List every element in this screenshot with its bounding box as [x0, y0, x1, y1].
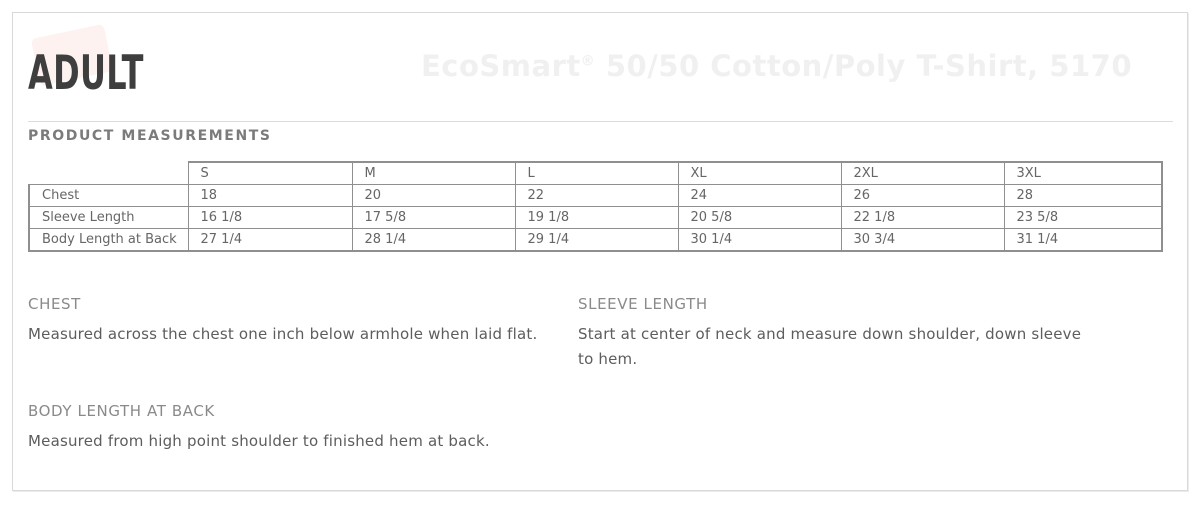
- size-column-header: S: [188, 162, 352, 185]
- size-header-row: [29, 162, 1162, 185]
- measurement-cell: 23 5/8: [1004, 207, 1162, 229]
- definition-term: BODY LENGTH AT BACK: [28, 402, 215, 420]
- definition-body-length-at-back: [28, 402, 588, 454]
- size-column-header: 3XL: [1004, 162, 1162, 185]
- measurement-cell: 30 3/4: [841, 229, 1004, 252]
- size-column-header: XL: [678, 162, 841, 185]
- measurement-cell: 19 1/8: [515, 207, 678, 229]
- measurement-cell: 28: [1004, 185, 1162, 207]
- definition-sleeve-length: [578, 295, 1093, 372]
- header-divider: [28, 121, 1173, 122]
- measurement-cell: 29 1/4: [515, 229, 678, 252]
- measurement-cell: 28 1/4: [352, 229, 515, 252]
- registered-trademark-mark: ®: [580, 53, 596, 70]
- product-name-watermark: [421, 49, 1132, 83]
- measurement-cell: 30 1/4: [678, 229, 841, 252]
- size-chart-panel: [12, 12, 1188, 491]
- table-corner-cell: [29, 162, 188, 185]
- measurement-cell: 24: [678, 185, 841, 207]
- definition-chest: [28, 295, 568, 347]
- definition-term: CHEST: [28, 295, 81, 313]
- measurement-cell: 22 1/8: [841, 207, 1004, 229]
- table-row-sleeve-length: [29, 207, 1162, 229]
- measurement-cell: 31 1/4: [1004, 229, 1162, 252]
- measurement-cell: 16 1/8: [188, 207, 352, 229]
- measurements-table: [28, 161, 1163, 252]
- measurement-cell: 20: [352, 185, 515, 207]
- row-label: Body Length at Back: [29, 229, 188, 252]
- measurement-cell: 22: [515, 185, 678, 207]
- row-label: Chest: [29, 185, 188, 207]
- size-column-header: M: [352, 162, 515, 185]
- table-row-chest: [29, 185, 1162, 207]
- table-row-body-length-at-back: [29, 229, 1162, 252]
- product-brand: EcoSmart: [421, 49, 581, 83]
- size-column-header: L: [515, 162, 678, 185]
- page-title: ADULT: [28, 46, 144, 101]
- measurement-cell: 17 5/8: [352, 207, 515, 229]
- row-label: Sleeve Length: [29, 207, 188, 229]
- measurement-cell: 26: [841, 185, 1004, 207]
- measurement-cell: 20 5/8: [678, 207, 841, 229]
- size-column-header: 2XL: [841, 162, 1004, 185]
- definition-description: Measured from high point shoulder to finished hem at back.: [28, 432, 490, 450]
- definition-description: Start at center of neck and measure down shoulder, down sleeve to hem.: [578, 325, 1082, 368]
- product-description: 50/50 Cotton/Poly T-Shirt, 5170: [595, 49, 1132, 83]
- measurement-cell: 27 1/4: [188, 229, 352, 252]
- section-title: PRODUCT MEASUREMENTS: [28, 128, 272, 144]
- definition-term: SLEEVE LENGTH: [578, 295, 708, 313]
- measurement-cell: 18: [188, 185, 352, 207]
- definition-description: Measured across the chest one inch below armhole when laid flat.: [28, 325, 538, 343]
